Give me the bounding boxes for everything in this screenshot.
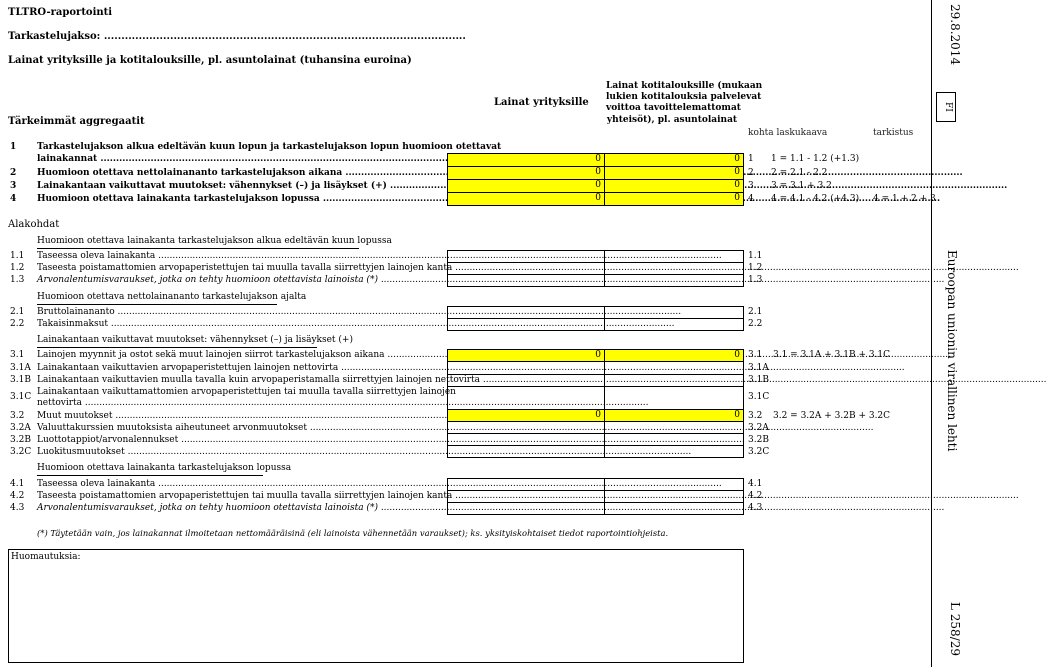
sub-row-3-2-label: Muut muutokset ..... bbox=[37, 412, 439, 421]
row-1-household-value[interactable]: 0 bbox=[604, 153, 744, 167]
sub-row-4-2-code: 4.2 bbox=[748, 491, 763, 501]
section-3-2-household-cells[interactable] bbox=[604, 421, 744, 458]
sub-row-1-1-code: 1.1 bbox=[748, 251, 763, 261]
margin-date: 29.8.2014 bbox=[948, 4, 962, 66]
sub-row-3-1-business-value[interactable]: 0 bbox=[447, 349, 605, 362]
sub-row-2-1-number: 2.1 bbox=[10, 307, 25, 317]
sub-row-4-1-code: 4.1 bbox=[748, 479, 763, 489]
row-4-household-value[interactable]: 0 bbox=[604, 192, 744, 206]
sub-row-2-2-code: 2.2 bbox=[748, 319, 763, 329]
language-badge bbox=[936, 92, 956, 122]
sub-row-3-1-formula: 3.1 = 3.1A + 3.1B + 3.1C bbox=[773, 350, 891, 360]
section-3-heading: Lainakantaan vaikuttavat muutokset: vähennykset (–) ja lisäykset (+) bbox=[37, 335, 353, 345]
sub-row-3-1-label: Lainojen myynnit ja ostot sekä muut lainojen siirrot tarkastelujakson aikana ..... bbox=[37, 351, 439, 360]
sub-row-4-3-number: 4.3 bbox=[10, 503, 25, 513]
sub-row-3-2b-number: 3.2B bbox=[10, 435, 31, 445]
sub-row-4-1-number: 4.1 bbox=[10, 479, 25, 489]
row-4-formula: 4 = 4.1 - 4.2 (+4.3) bbox=[771, 194, 860, 204]
sub-row-3-2-code: 3.2 bbox=[748, 411, 763, 421]
sub-row-3-1a-number: 3.1A bbox=[10, 363, 31, 373]
remarks-label: Huomautuksia: bbox=[11, 552, 81, 562]
sub-row-3-1a-code: 3.1A bbox=[748, 363, 769, 373]
sub-row-2-1-code: 2.1 bbox=[748, 307, 763, 317]
row-1-formula: 1 = 1.1 - 1.2 (+1.3) bbox=[771, 154, 860, 164]
grid-line bbox=[447, 262, 744, 263]
row-4-check: 4 = 1 + 2 + 3 bbox=[873, 194, 936, 204]
sub-row-4-3-label: Arvonalentumisvaraukset, jotka on tehty huomioon otettavista lainoista (*) ..... bbox=[37, 504, 439, 513]
grid-line bbox=[447, 490, 744, 491]
sub-row-1-1-label: Taseessa oleva lainakanta ..... bbox=[37, 252, 439, 261]
sub-row-3-2-business-value[interactable]: 0 bbox=[447, 409, 605, 422]
row-1-label-cont: lainakannat ..... bbox=[37, 155, 439, 164]
row-4-business-value[interactable]: 0 bbox=[447, 192, 605, 206]
section-4-underline bbox=[37, 475, 263, 476]
sub-row-3-2b-label: Luottotappiot/arvonalennukset ..... bbox=[37, 436, 439, 445]
row-4-code: 4 bbox=[748, 194, 754, 204]
sub-row-3-2a-code: 3.2A bbox=[748, 423, 769, 433]
code-formula-heading: kohta laskukaava bbox=[748, 128, 828, 138]
sub-row-1-3-code: 1.3 bbox=[748, 275, 763, 285]
sub-row-4-2-number: 4.2 bbox=[10, 491, 25, 501]
row-3-household-value[interactable]: 0 bbox=[604, 179, 744, 193]
household-loans-heading-1: Lainat kotitalouksille (mukaan bbox=[606, 81, 763, 91]
sub-row-1-2-number: 1.2 bbox=[10, 263, 25, 273]
period-field: Tarkastelujakso: ........................................................................................................ bbox=[8, 31, 466, 42]
sub-row-2-1-label: Bruttolainananto ..... bbox=[37, 308, 439, 317]
footnote: (*) Täytetään vain, jos lainakannat ilmoitetaan nettomääräisinä (eli lainoista vähennetään varaukset); ks. yksityiskohtaiset tiedot raportointiohjeista. bbox=[37, 528, 669, 538]
aggregates-heading: Tärkeimmät aggregaatit bbox=[8, 116, 145, 127]
sub-row-3-1c-label-cont: nettovirta ..... bbox=[37, 399, 439, 408]
row-2-label: Huomioon otettava nettolainananto tarkastelujakson aikana ..... bbox=[37, 169, 439, 178]
business-loans-heading: Lainat yrityksille bbox=[494, 97, 589, 108]
household-loans-heading-3: voittoa tavoittelemattomat bbox=[606, 103, 741, 113]
row-4-label: Huomioon otettava lainakanta tarkastelujakson lopussa ..... bbox=[37, 195, 439, 204]
page-reference: L 258/29 bbox=[948, 602, 962, 656]
sub-row-3-2c-label: Luokitusmuutokset ..... bbox=[37, 448, 439, 457]
sub-row-3-2-formula: 3.2 = 3.2A + 3.2B + 3.2C bbox=[773, 411, 891, 421]
row-1-number: 1 bbox=[10, 142, 17, 152]
section-1-household-cells[interactable] bbox=[604, 250, 744, 287]
section-2-underline bbox=[37, 304, 277, 305]
sub-row-3-1b-label: Lainakantaan vaikuttavien muulla tavalla kuin arvopaperistamalla siirrettyjen lainojen nettovirta ..... bbox=[37, 376, 439, 385]
section-2-heading: Huomioon otettava nettolainananto tarkastelujakson ajalta bbox=[37, 292, 307, 302]
sub-row-3-1a-label: Lainakantaan vaikuttavien arvopaperistettujen lainojen nettovirta ..... bbox=[37, 364, 439, 373]
household-loans-heading-2: lukien kotitalouksia palvelevat bbox=[606, 92, 762, 102]
language-code: FI bbox=[943, 102, 953, 112]
sub-row-3-2b-code: 3.2B bbox=[748, 435, 769, 445]
row-2-formula: 2 = 2.1 - 2.2 bbox=[771, 168, 828, 178]
row-3-code: 3 bbox=[748, 181, 754, 191]
row-1-business-value[interactable]: 0 bbox=[447, 153, 605, 167]
section-1-heading: Huomioon otettava lainakanta tarkastelujakson alkua edeltävän kuun lopussa bbox=[37, 236, 392, 246]
sub-row-3-2c-number: 3.2C bbox=[10, 447, 32, 457]
sub-row-3-2a-number: 3.2A bbox=[10, 423, 31, 433]
section-3-underline bbox=[37, 347, 317, 348]
sub-row-3-1-household-value[interactable]: 0 bbox=[604, 349, 744, 362]
row-3-number: 3 bbox=[10, 181, 17, 191]
document-title: TLTRO-raportointi bbox=[8, 7, 113, 18]
sub-row-3-1c-number: 3.1C bbox=[10, 392, 32, 402]
sub-row-4-1-label: Taseessa oleva lainakanta ..... bbox=[37, 480, 439, 489]
sub-row-1-2-code: 1.2 bbox=[748, 263, 763, 273]
sub-row-3-2c-code: 3.2C bbox=[748, 447, 770, 457]
row-4-number: 4 bbox=[10, 194, 17, 204]
sub-row-3-1c-label: Lainakantaan vaikuttamattomien arvopaperistettujen tai muulla tavalla siirrettyjen lainojen bbox=[37, 387, 456, 397]
section-4-business-cells[interactable] bbox=[447, 478, 605, 515]
sub-row-2-2-number: 2.2 bbox=[10, 319, 25, 329]
subsection-heading: Alakohdat bbox=[8, 219, 60, 230]
row-1-label: Tarkastelujakson alkua edeltävän kuun lopun ja tarkastelujakson lopun huomioon otettavat bbox=[37, 142, 502, 152]
row-3-label: Lainakantaan vaikuttavat muutokset: vähennykset (–) ja lisäykset (+) ..... bbox=[37, 182, 439, 191]
report-subtitle: Lainat yrityksille ja kotitalouksille, pl. asuntolainat (tuhansina euroina) bbox=[8, 55, 412, 66]
row-1-code: 1 bbox=[748, 154, 754, 164]
row-3-business-value[interactable]: 0 bbox=[447, 179, 605, 193]
row-3-formula: 3 = 3.1 + 3.2 bbox=[771, 181, 832, 191]
grid-line bbox=[447, 318, 744, 319]
journal-name: Euroopan unionin virallinen lehti bbox=[945, 250, 959, 452]
sub-row-1-3-label: Arvonalentumisvaraukset, jotka on tehty huomioon otettavista lainoista (*) ..... bbox=[37, 276, 439, 285]
section-1-business-cells[interactable] bbox=[447, 250, 605, 287]
sub-row-3-2a-label: Valuuttakurssien muutoksista aiheutuneet arvonmuutokset ..... bbox=[37, 424, 439, 433]
sub-row-3-1b-code: 3.1B bbox=[748, 375, 769, 385]
row-2-business-value[interactable]: 0 bbox=[447, 166, 605, 180]
remarks-box[interactable] bbox=[8, 549, 744, 663]
sub-row-4-3-code: 4.3 bbox=[748, 503, 763, 513]
grid-line bbox=[447, 274, 744, 275]
grid-line bbox=[447, 433, 744, 434]
sub-row-3-1-number: 3.1 bbox=[10, 350, 25, 360]
sub-row-4-2-label: Taseesta poistamattomien arvopaperistettujen tai muulla tavalla siirrettyjen lainojen kanta ..... bbox=[37, 492, 439, 501]
margin-rule bbox=[931, 0, 932, 667]
section-4-heading: Huomioon otettava lainakanta tarkastelujakson lopussa bbox=[37, 463, 292, 473]
row-2-number: 2 bbox=[10, 168, 17, 178]
sub-row-2-2-label: Takaisinmaksut ..... bbox=[37, 320, 439, 329]
sub-row-3-1c-code: 3.1C bbox=[748, 392, 770, 402]
sub-row-3-2-number: 3.2 bbox=[10, 411, 25, 421]
sub-row-1-3-number: 1.3 bbox=[10, 275, 25, 285]
sub-row-1-2-label: Taseesta poistamattomien arvopaperistettujen tai muulla tavalla siirrettyjen lainojen kanta ..... bbox=[37, 264, 439, 273]
grid-line bbox=[447, 445, 744, 446]
sub-row-3-1-code: 3.1 bbox=[748, 350, 763, 360]
sub-row-1-1-number: 1.1 bbox=[10, 251, 25, 261]
grid-line bbox=[447, 386, 744, 387]
section-3-2-business-cells[interactable] bbox=[447, 421, 605, 458]
grid-line bbox=[447, 374, 744, 375]
row-2-code: 2 bbox=[748, 168, 754, 178]
row-2-household-value[interactable]: 0 bbox=[604, 166, 744, 180]
check-heading: tarkistus bbox=[873, 128, 914, 138]
section-1-underline bbox=[37, 248, 359, 249]
sub-row-3-1b-number: 3.1B bbox=[10, 375, 31, 385]
sub-row-3-2-household-value[interactable]: 0 bbox=[604, 409, 744, 422]
grid-line bbox=[447, 502, 744, 503]
section-4-household-cells[interactable] bbox=[604, 478, 744, 515]
household-loans-heading-4: yhteisöt), pl. asuntolainat bbox=[606, 115, 738, 125]
